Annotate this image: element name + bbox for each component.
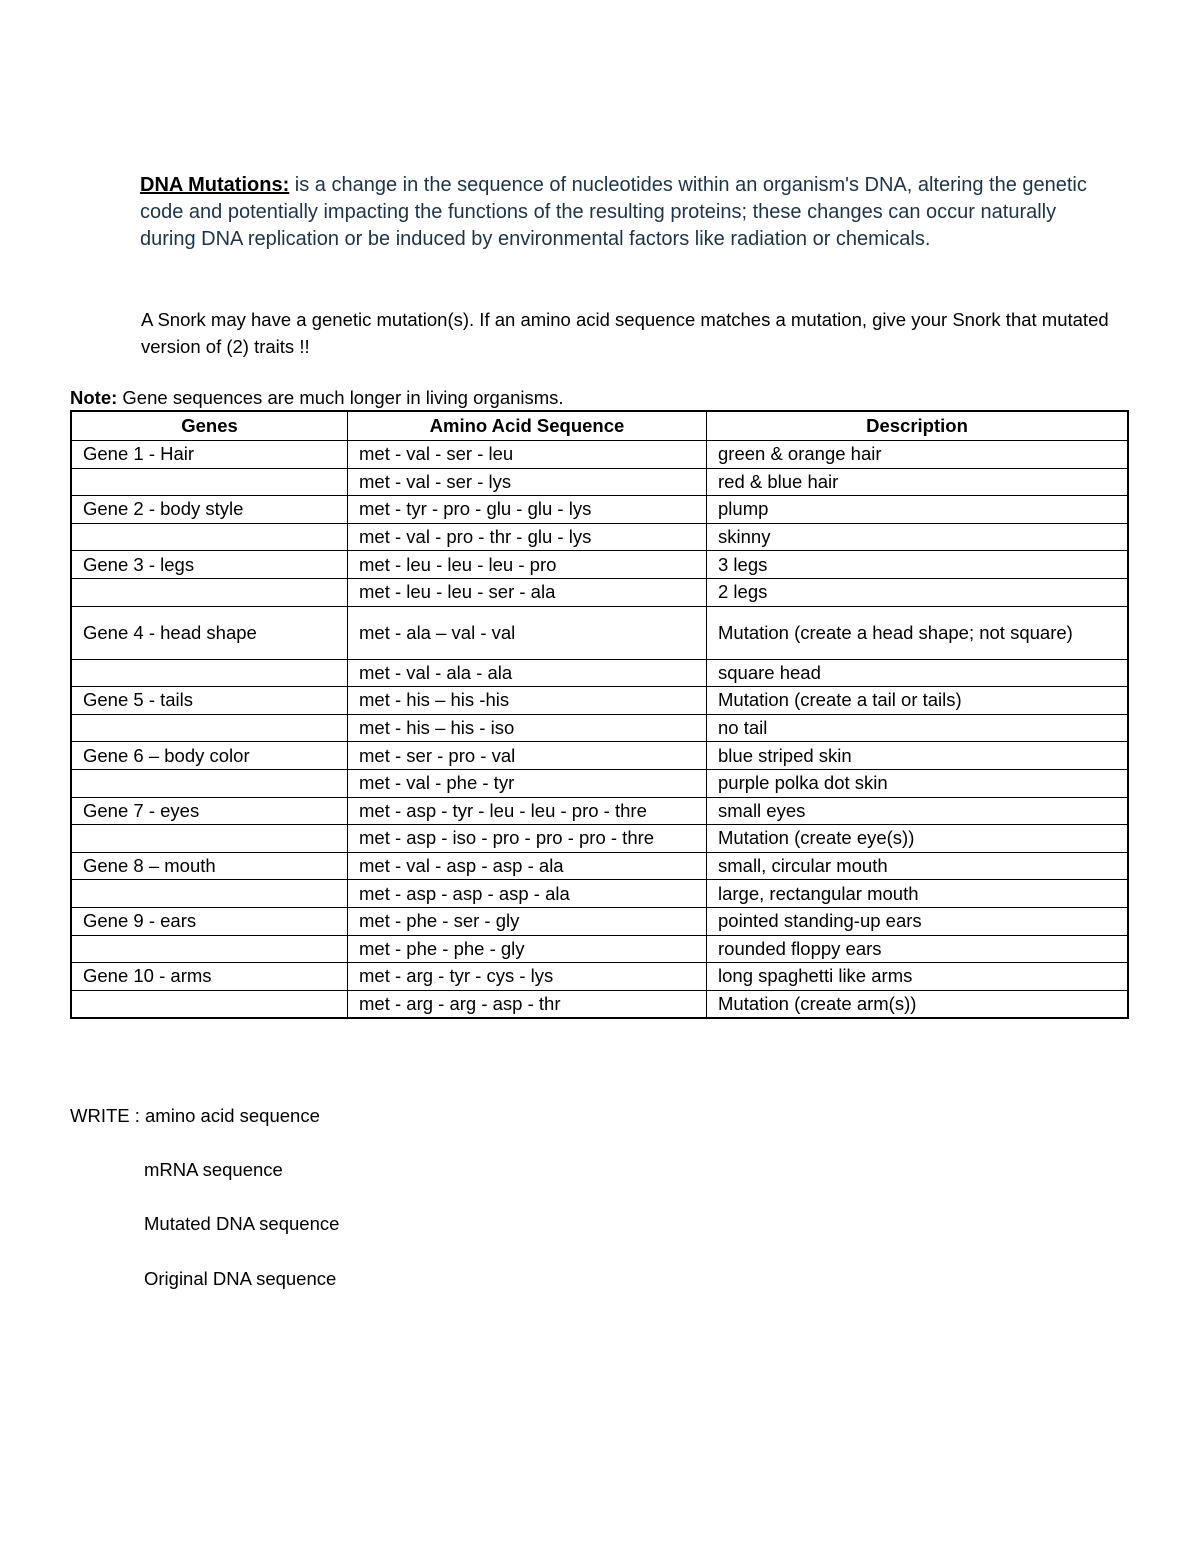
gene-cell: Gene 3 - legs — [71, 551, 348, 579]
sequence-cell: met - val - asp - asp - ala — [348, 852, 707, 880]
description-cell: Mutation (create a tail or tails) — [707, 687, 1129, 715]
table-row — [71, 935, 1128, 963]
sequence-cell: met - phe - ser - gly — [348, 907, 707, 935]
table-row — [71, 990, 1128, 1018]
gene-cell: Gene 6 – body color — [71, 742, 348, 770]
description-cell: no tail — [707, 714, 1129, 742]
definition-paragraph — [140, 172, 1115, 253]
gene-cell — [71, 880, 348, 908]
gene-cell — [71, 825, 348, 853]
sequence-cell: met - asp - iso - pro - pro - pro - thre — [348, 825, 707, 853]
sequence-cell: met - asp - tyr - leu - leu - pro - thre — [348, 797, 707, 825]
description-cell: plump — [707, 496, 1129, 524]
header-amino-acid-sequence: Amino Acid Sequence — [348, 411, 707, 441]
gene-cell — [71, 523, 348, 551]
gene-cell: Gene 10 - arms — [71, 963, 348, 991]
sequence-cell: met - val - pro - thr - glu - lys — [348, 523, 707, 551]
table-row — [71, 496, 1128, 524]
description-cell: Mutation (create eye(s)) — [707, 825, 1129, 853]
description-cell: blue striped skin — [707, 742, 1129, 770]
table-row — [71, 523, 1128, 551]
table-row — [71, 852, 1128, 880]
table-row — [71, 551, 1128, 579]
table-row — [71, 659, 1128, 687]
sequence-cell: met - val - phe - tyr — [348, 769, 707, 797]
description-cell: small, circular mouth — [707, 852, 1129, 880]
sequence-cell: met - ala – val - val — [348, 606, 707, 659]
gene-table — [70, 410, 1129, 1019]
sequence-cell: met - leu - leu - leu - pro — [348, 551, 707, 579]
gene-cell — [71, 769, 348, 797]
gene-cell: Gene 5 - tails — [71, 687, 348, 715]
sequence-cell: met - leu - leu - ser - ala — [348, 578, 707, 606]
gene-cell — [71, 659, 348, 687]
write-line-mutated-dna: Mutated DNA sequence — [144, 1213, 340, 1234]
write-line-mrna: mRNA sequence — [144, 1159, 283, 1180]
table-row — [71, 714, 1128, 742]
sequence-cell: met - val - ser - leu — [348, 441, 707, 469]
gene-cell: Gene 7 - eyes — [71, 797, 348, 825]
sequence-cell: met - his – his -his — [348, 687, 707, 715]
sequence-cell: met - tyr - pro - glu - glu - lys — [348, 496, 707, 524]
table-row — [71, 578, 1128, 606]
table-row — [71, 907, 1128, 935]
sequence-cell: met - phe - phe - gly — [348, 935, 707, 963]
gene-cell: Gene 1 - Hair — [71, 441, 348, 469]
description-cell: skinny — [707, 523, 1129, 551]
description-cell: small eyes — [707, 797, 1129, 825]
sequence-cell: met - asp - asp - asp - ala — [348, 880, 707, 908]
table-row — [71, 441, 1128, 469]
gene-cell: Gene 2 - body style — [71, 496, 348, 524]
description-cell: purple polka dot skin — [707, 769, 1129, 797]
gene-cell — [71, 935, 348, 963]
gene-cell — [71, 990, 348, 1018]
description-cell: 3 legs — [707, 551, 1129, 579]
description-cell: Mutation (create arm(s)) — [707, 990, 1129, 1018]
table-row — [71, 687, 1128, 715]
write-line-amino-acid: WRITE : amino acid sequence — [70, 1105, 320, 1126]
description-cell: rounded floppy ears — [707, 935, 1129, 963]
gene-cell — [71, 714, 348, 742]
gene-cell — [71, 468, 348, 496]
table-row — [71, 606, 1128, 659]
table-row — [71, 825, 1128, 853]
description-cell: green & orange hair — [707, 441, 1129, 469]
table-row — [71, 797, 1128, 825]
note-label: Note: — [70, 387, 118, 408]
gene-cell: Gene 4 - head shape — [71, 606, 348, 659]
table-row — [71, 468, 1128, 496]
description-cell: long spaghetti like arms — [707, 963, 1129, 991]
definition-text: is a change in the sequence of nucleotides within an organism's DNA, altering the genetic code and potentially impacting the functions of the resulting proteins; these changes can occur naturally during DNA replication or be induced by environmental factors like radiation or chemicals. — [140, 174, 1087, 250]
sequence-cell: met - his – his - iso — [348, 714, 707, 742]
sequence-cell: met - arg - arg - asp - thr — [348, 990, 707, 1018]
table-row — [71, 963, 1128, 991]
description-cell: red & blue hair — [707, 468, 1129, 496]
table-row — [71, 880, 1128, 908]
sequence-cell: met - ser - pro - val — [348, 742, 707, 770]
sequence-cell: met - arg - tyr - cys - lys — [348, 963, 707, 991]
description-cell: 2 legs — [707, 578, 1129, 606]
sequence-cell: met - val - ala - ala — [348, 659, 707, 687]
table-row — [71, 769, 1128, 797]
description-cell: large, rectangular mouth — [707, 880, 1129, 908]
write-line-original-dna: Original DNA sequence — [144, 1268, 337, 1289]
description-cell: Mutation (create a head shape; not square) — [707, 606, 1129, 659]
gene-cell — [71, 578, 348, 606]
snork-instructions: A Snork may have a genetic mutation(s). If an amino acid sequence matches a mutation, give your Snork that mutated version of (2) traits !! — [141, 309, 1109, 357]
table-header-row — [71, 411, 1128, 441]
definition-heading: DNA Mutations: — [140, 174, 290, 196]
table-row — [71, 742, 1128, 770]
note — [70, 386, 564, 410]
description-cell: square head — [707, 659, 1129, 687]
gene-table-body — [71, 441, 1128, 1019]
gene-cell: Gene 9 - ears — [71, 907, 348, 935]
header-description: Description — [707, 411, 1129, 441]
description-cell: pointed standing-up ears — [707, 907, 1129, 935]
gene-cell: Gene 8 – mouth — [71, 852, 348, 880]
note-text: Gene sequences are much longer in living organisms. — [117, 387, 564, 408]
header-genes: Genes — [71, 411, 348, 441]
sequence-cell: met - val - ser - lys — [348, 468, 707, 496]
